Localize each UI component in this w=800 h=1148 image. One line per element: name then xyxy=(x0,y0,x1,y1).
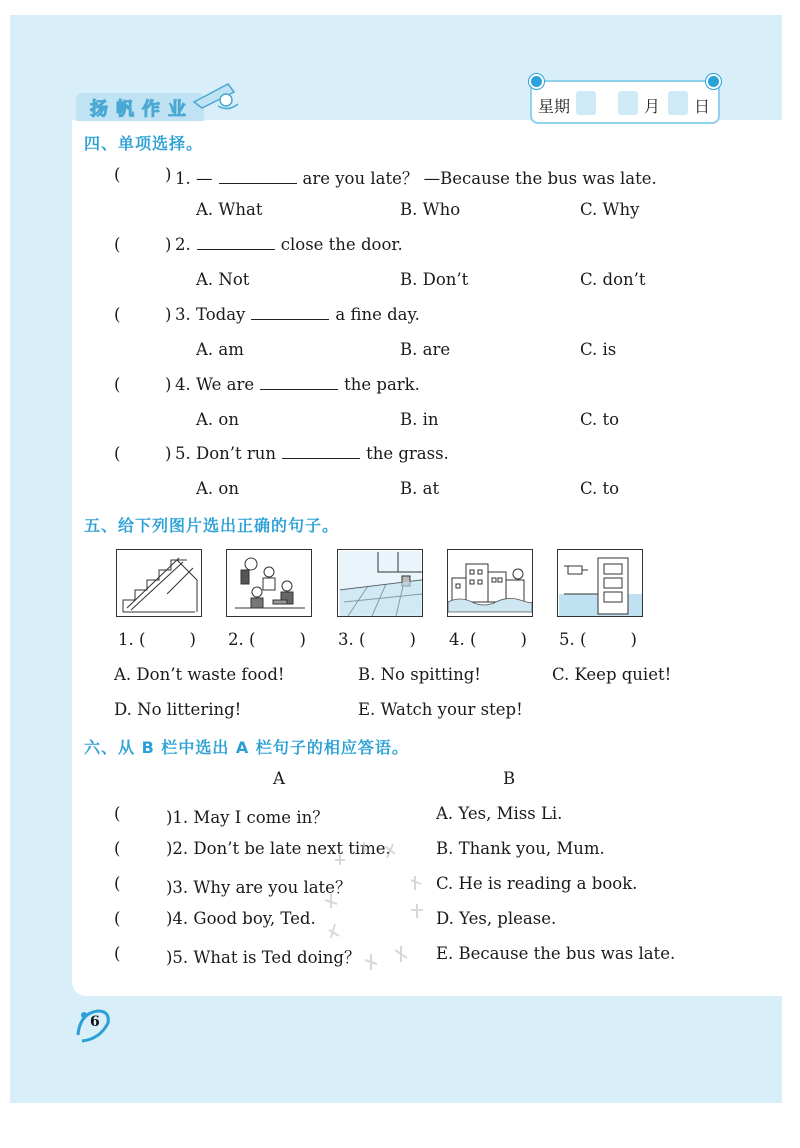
option-b: B. at xyxy=(400,479,440,498)
question-text-post: the park. xyxy=(344,375,420,394)
floor-picture xyxy=(337,549,423,617)
section4-title: 四、单项选择。 xyxy=(84,134,204,153)
weekday-field[interactable] xyxy=(576,91,596,115)
question-text-pre: We are xyxy=(196,375,255,394)
option-b: B. Who xyxy=(400,200,461,219)
picture-3-answer[interactable]: 3. ( ) xyxy=(338,630,416,649)
match-row-a: )2. Don’t be late next time. xyxy=(166,839,391,858)
question-2 xyxy=(175,235,403,254)
match-row-a: )4. Good boy, Ted. xyxy=(166,909,316,928)
page-number: 6 xyxy=(90,1014,100,1030)
option-c: C. to xyxy=(580,479,620,498)
date-box xyxy=(530,80,720,124)
stairs-picture xyxy=(116,549,202,617)
match-paren[interactable]: ( xyxy=(114,804,121,823)
question-text-post: close the door. xyxy=(280,235,403,254)
question-text-pre: Don’t run xyxy=(196,444,277,463)
brand-title: 扬帆作业 xyxy=(90,99,194,120)
buildings-picture xyxy=(447,549,533,617)
column-b-header: B xyxy=(503,769,516,788)
dining-picture xyxy=(226,549,312,617)
match-paren[interactable]: ( xyxy=(114,839,121,858)
answer-paren[interactable]: ( xyxy=(114,235,121,254)
picture-1-answer[interactable]: 1. ( ) xyxy=(118,630,196,649)
question-4 xyxy=(175,375,420,394)
answer-paren-close: ) xyxy=(165,375,172,394)
option-c: C. is xyxy=(580,340,617,359)
match-row-b: C. He is reading a book. xyxy=(436,874,638,893)
answer-paren-close: ) xyxy=(165,235,172,254)
option-a: A. Not xyxy=(196,270,250,289)
option-a: A. What xyxy=(196,200,263,219)
option-b: B. Don’t xyxy=(400,270,469,289)
question-text-pre: Today xyxy=(196,305,246,324)
match-paren[interactable]: ( xyxy=(114,874,121,893)
question-5 xyxy=(175,444,449,463)
option-a: A. am xyxy=(196,340,244,359)
sentence-option-a: A. Don’t waste food! xyxy=(114,665,285,684)
sentence-option-e: E. Watch your step! xyxy=(358,700,523,719)
question-text-post: are you late？ —Because the bus was late. xyxy=(302,169,657,188)
sailboat-icon xyxy=(188,78,240,112)
answer-blank[interactable] xyxy=(197,248,275,250)
answer-blank[interactable] xyxy=(260,388,338,390)
sentence-option-c: C. Keep quiet! xyxy=(552,665,672,684)
match-row-b: B. Thank you, Mum. xyxy=(436,839,605,858)
column-a-header: A xyxy=(273,769,285,788)
answer-blank[interactable] xyxy=(251,318,329,320)
picture-2-answer[interactable]: 2. ( ) xyxy=(228,630,306,649)
month-field[interactable] xyxy=(618,91,638,115)
answer-paren[interactable]: ( xyxy=(114,165,121,184)
match-row-a: )5. What is Ted doing？ xyxy=(166,948,361,967)
question-text-post: a fine day. xyxy=(335,305,420,324)
option-a: A. on xyxy=(196,410,239,429)
option-a: A. on xyxy=(196,479,239,498)
stamp-watermark xyxy=(315,840,435,975)
answer-blank[interactable] xyxy=(282,457,360,459)
door-picture xyxy=(557,549,643,617)
answer-blank[interactable] xyxy=(219,182,297,184)
sentence-option-d: D. No littering! xyxy=(114,700,242,719)
match-row-b: D. Yes, please. xyxy=(436,909,557,928)
day-label: 日 xyxy=(694,97,711,116)
section5-title: 五、给下列图片选出正确的句子。 xyxy=(84,516,340,535)
question-number: 2. xyxy=(175,235,191,254)
question-3 xyxy=(175,305,420,324)
sentence-option-b: B. No spitting! xyxy=(358,665,481,684)
option-b: B. in xyxy=(400,410,439,429)
answer-paren[interactable]: ( xyxy=(114,305,121,324)
answer-paren[interactable]: ( xyxy=(114,375,121,394)
option-b: B. are xyxy=(400,340,451,359)
question-number: 4. xyxy=(175,375,191,394)
question-number: 1. xyxy=(175,169,191,188)
match-row-b: E. Because the bus was late. xyxy=(436,944,676,963)
match-row-a: )1. May I come in？ xyxy=(166,808,329,827)
answer-paren[interactable]: ( xyxy=(114,444,121,463)
question-1 xyxy=(175,165,657,189)
weekday-label: 星期 xyxy=(538,97,571,116)
pin-icon xyxy=(706,74,721,89)
match-paren[interactable]: ( xyxy=(114,909,121,928)
answer-paren-close: ) xyxy=(165,165,172,184)
question-text-post: the grass. xyxy=(366,444,449,463)
answer-paren-close: ) xyxy=(165,305,172,324)
option-c: C. Why xyxy=(580,200,640,219)
question-number: 3. xyxy=(175,305,191,324)
picture-4-answer[interactable]: 4. ( ) xyxy=(449,630,527,649)
question-number: 5. xyxy=(175,444,191,463)
match-row-b: A. Yes, Miss Li. xyxy=(436,804,563,823)
pin-icon xyxy=(529,74,544,89)
section6-title: 六、从 B 栏中选出 A 栏句子的相应答语。 xyxy=(84,738,409,757)
match-paren[interactable]: ( xyxy=(114,944,121,963)
question-text-pre: — xyxy=(196,169,213,188)
day-field[interactable] xyxy=(668,91,688,115)
month-label: 月 xyxy=(644,97,661,116)
option-c: C. don’t xyxy=(580,270,646,289)
match-row-a: )3. Why are you late？ xyxy=(166,878,352,897)
answer-paren-close: ) xyxy=(165,444,172,463)
picture-5-answer[interactable]: 5. ( ) xyxy=(559,630,637,649)
option-c: C. to xyxy=(580,410,620,429)
